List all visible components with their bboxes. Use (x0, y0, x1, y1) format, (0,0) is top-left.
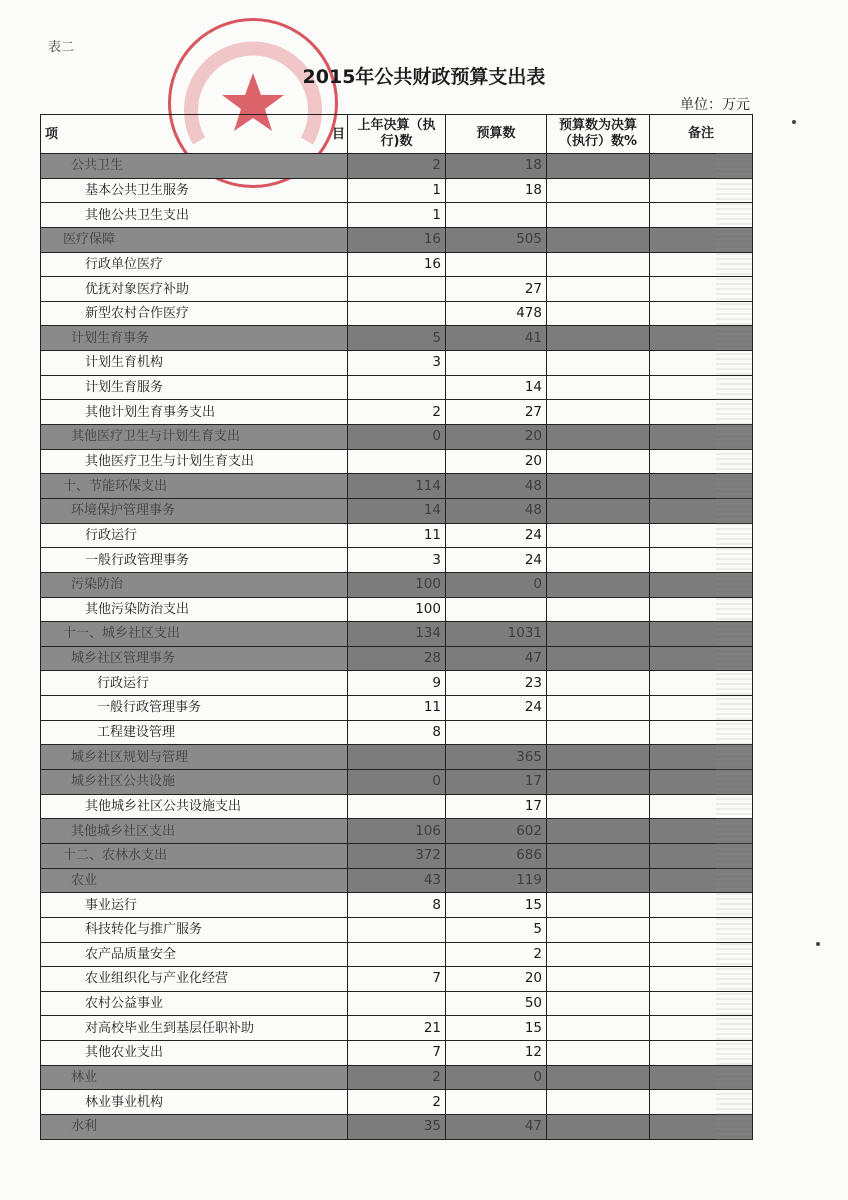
budget-cell: 15 (446, 893, 547, 918)
ratio-cell (547, 893, 650, 918)
ratio-cell (547, 720, 650, 745)
prev-year-cell: 372 (348, 843, 446, 868)
budget-cell: 0 (446, 1065, 547, 1090)
prev-year-cell (348, 917, 446, 942)
budget-cell: 15 (446, 1016, 547, 1041)
table-row (41, 572, 753, 597)
item-cell: 基本公共卫生服务 (41, 178, 348, 203)
remark-cell (650, 203, 753, 228)
table-row (41, 942, 753, 967)
prev-year-cell: 100 (348, 572, 446, 597)
budget-cell: 14 (446, 375, 547, 400)
remark-cell (650, 301, 753, 326)
table-row (41, 252, 753, 277)
table-row (41, 770, 753, 795)
prev-year-cell (348, 991, 446, 1016)
budget-cell: 0 (446, 572, 547, 597)
ratio-cell (547, 1041, 650, 1066)
ratio-cell (547, 597, 650, 622)
ratio-cell (547, 967, 650, 992)
budget-cell (446, 597, 547, 622)
table-row (41, 720, 753, 745)
budget-cell: 12 (446, 1041, 547, 1066)
item-cell: 事业运行 (41, 893, 348, 918)
remark-cell (650, 917, 753, 942)
prev-year-cell: 9 (348, 671, 446, 696)
remark-cell (650, 1090, 753, 1115)
item-cell: 科技转化与推广服务 (41, 917, 348, 942)
item-cell: 其他城乡社区支出 (41, 819, 348, 844)
budget-cell: 20 (446, 425, 547, 450)
remark-cell (650, 449, 753, 474)
budget-cell: 119 (446, 868, 547, 893)
budget-cell: 18 (446, 178, 547, 203)
ratio-cell (547, 696, 650, 721)
table-row (41, 1114, 753, 1139)
budget-cell: 17 (446, 794, 547, 819)
table-row (41, 917, 753, 942)
budget-cell: 17 (446, 770, 547, 795)
prev-year-cell (348, 301, 446, 326)
table-row (41, 843, 753, 868)
table-row (41, 474, 753, 499)
prev-year-cell: 8 (348, 720, 446, 745)
ratio-cell (547, 301, 650, 326)
item-cell: 其他农业支出 (41, 1041, 348, 1066)
remark-cell (650, 474, 753, 499)
remark-cell (650, 1065, 753, 1090)
header-prev-year-label: 上年决算（执行)数 (357, 118, 436, 149)
remark-cell (650, 425, 753, 450)
budget-cell (446, 203, 547, 228)
remark-cell (650, 1016, 753, 1041)
prev-year-cell: 1 (348, 178, 446, 203)
table-row (41, 277, 753, 302)
table-row (41, 301, 753, 326)
prev-year-cell: 8 (348, 893, 446, 918)
table-body (41, 154, 753, 1140)
remark-cell (650, 671, 753, 696)
table-row (41, 449, 753, 474)
header-ratio (547, 115, 650, 154)
prev-year-cell: 3 (348, 351, 446, 376)
table-row (41, 375, 753, 400)
item-cell: 农村公益事业 (41, 991, 348, 1016)
item-cell: 其他医疗卫生与计划生育支出 (41, 425, 348, 450)
prev-year-cell: 11 (348, 696, 446, 721)
ratio-cell (547, 1090, 650, 1115)
remark-cell (650, 498, 753, 523)
remark-cell (650, 572, 753, 597)
table-row (41, 425, 753, 450)
budget-cell: 48 (446, 474, 547, 499)
header-item-right: 目 (331, 127, 345, 142)
item-cell: 林业事业机构 (41, 1090, 348, 1115)
budget-cell (446, 252, 547, 277)
item-cell: 计划生育机构 (41, 351, 348, 376)
ratio-cell (547, 646, 650, 671)
prev-year-cell (348, 449, 446, 474)
table-row (41, 1090, 753, 1115)
table-row (41, 178, 753, 203)
ratio-cell (547, 498, 650, 523)
prev-year-cell: 7 (348, 1041, 446, 1066)
prev-year-cell: 14 (348, 498, 446, 523)
budget-cell: 48 (446, 498, 547, 523)
prev-year-cell (348, 745, 446, 770)
header-remark: 备注 (650, 115, 753, 154)
remark-cell (650, 942, 753, 967)
remark-cell (650, 326, 753, 351)
remark-cell (650, 696, 753, 721)
table-row (41, 548, 753, 573)
ratio-cell (547, 868, 650, 893)
item-cell: 医疗保障 (41, 227, 348, 252)
budget-cell: 41 (446, 326, 547, 351)
ratio-cell (547, 474, 650, 499)
budget-cell: 478 (446, 301, 547, 326)
prev-year-cell: 100 (348, 597, 446, 622)
table-header-row (41, 115, 753, 154)
ratio-cell (547, 819, 650, 844)
table-row (41, 794, 753, 819)
item-cell: 十二、农林水支出 (41, 843, 348, 868)
table-row (41, 745, 753, 770)
ratio-cell (547, 917, 650, 942)
budget-expenditure-table (40, 114, 753, 1140)
ratio-cell (547, 326, 650, 351)
budget-cell: 24 (446, 523, 547, 548)
scan-speck (816, 942, 820, 946)
ratio-cell (547, 770, 650, 795)
item-cell: 十、节能环保支出 (41, 474, 348, 499)
ratio-cell (547, 745, 650, 770)
ratio-cell (547, 1065, 650, 1090)
ratio-cell (547, 572, 650, 597)
prev-year-cell: 2 (348, 154, 446, 179)
item-cell: 行政运行 (41, 671, 348, 696)
budget-cell: 27 (446, 400, 547, 425)
ratio-cell (547, 523, 650, 548)
item-cell: 行政单位医疗 (41, 252, 348, 277)
remark-cell (650, 523, 753, 548)
remark-cell (650, 991, 753, 1016)
remark-cell (650, 375, 753, 400)
budget-cell: 505 (446, 227, 547, 252)
table-row (41, 646, 753, 671)
table-row (41, 523, 753, 548)
item-cell: 林业 (41, 1065, 348, 1090)
header-prev-year (348, 115, 446, 154)
budget-cell (446, 1090, 547, 1115)
budget-cell: 602 (446, 819, 547, 844)
ratio-cell (547, 351, 650, 376)
table-row (41, 967, 753, 992)
prev-year-cell: 5 (348, 326, 446, 351)
item-cell: 工程建设管理 (41, 720, 348, 745)
header-item (41, 115, 348, 154)
item-cell: 行政运行 (41, 523, 348, 548)
prev-year-cell: 0 (348, 770, 446, 795)
remark-cell (650, 794, 753, 819)
remark-cell (650, 622, 753, 647)
budget-cell: 5 (446, 917, 547, 942)
budget-cell: 47 (446, 646, 547, 671)
remark-cell (650, 227, 753, 252)
remark-cell (650, 745, 753, 770)
item-cell: 对高校毕业生到基层任职补助 (41, 1016, 348, 1041)
table-row (41, 351, 753, 376)
remark-cell (650, 646, 753, 671)
budget-cell (446, 351, 547, 376)
budget-cell: 50 (446, 991, 547, 1016)
prev-year-cell (348, 794, 446, 819)
ratio-cell (547, 942, 650, 967)
ratio-cell (547, 548, 650, 573)
prev-year-cell: 16 (348, 227, 446, 252)
prev-year-cell: 114 (348, 474, 446, 499)
prev-year-cell: 28 (348, 646, 446, 671)
item-cell: 城乡社区公共设施 (41, 770, 348, 795)
budget-cell (446, 720, 547, 745)
prev-year-cell: 16 (348, 252, 446, 277)
item-cell: 一般行政管理事务 (41, 696, 348, 721)
header-budget: 预算数 (446, 115, 547, 154)
budget-cell: 686 (446, 843, 547, 868)
header-item-left: 项 (45, 127, 59, 142)
ratio-cell (547, 154, 650, 179)
budget-cell: 24 (446, 696, 547, 721)
remark-cell (650, 400, 753, 425)
remark-cell (650, 548, 753, 573)
prev-year-cell: 3 (348, 548, 446, 573)
item-cell: 计划生育事务 (41, 326, 348, 351)
item-cell: 新型农村合作医疗 (41, 301, 348, 326)
ratio-cell (547, 400, 650, 425)
budget-cell: 23 (446, 671, 547, 696)
prev-year-cell: 2 (348, 1090, 446, 1115)
ratio-cell (547, 1016, 650, 1041)
ratio-cell (547, 671, 650, 696)
prev-year-cell: 2 (348, 400, 446, 425)
table-row (41, 819, 753, 844)
ratio-cell (547, 622, 650, 647)
item-cell: 城乡社区管理事务 (41, 646, 348, 671)
budget-cell: 20 (446, 967, 547, 992)
prev-year-cell: 7 (348, 967, 446, 992)
item-cell: 农业 (41, 868, 348, 893)
remark-cell (650, 893, 753, 918)
table-row (41, 498, 753, 523)
item-cell: 一般行政管理事务 (41, 548, 348, 573)
item-cell: 其他污染防治支出 (41, 597, 348, 622)
remark-cell (650, 1041, 753, 1066)
ratio-cell (547, 794, 650, 819)
item-cell: 污染防治 (41, 572, 348, 597)
ratio-cell (547, 1114, 650, 1139)
prev-year-cell (348, 375, 446, 400)
table-row (41, 326, 753, 351)
budget-cell: 27 (446, 277, 547, 302)
table-row (41, 868, 753, 893)
prev-year-cell: 21 (348, 1016, 446, 1041)
item-cell: 其他医疗卫生与计划生育支出 (41, 449, 348, 474)
remark-cell (650, 351, 753, 376)
ratio-cell (547, 227, 650, 252)
ratio-cell (547, 178, 650, 203)
budget-cell: 18 (446, 154, 547, 179)
table-row (41, 154, 753, 179)
header-ratio-label: 预算数为决算（执行）数% (558, 118, 638, 149)
ratio-cell (547, 425, 650, 450)
prev-year-cell (348, 942, 446, 967)
table-row (41, 227, 753, 252)
budget-cell: 24 (446, 548, 547, 573)
item-cell: 农产品质量安全 (41, 942, 348, 967)
budget-cell: 365 (446, 745, 547, 770)
ratio-cell (547, 843, 650, 868)
item-cell: 环境保护管理事务 (41, 498, 348, 523)
prev-year-cell: 1 (348, 203, 446, 228)
scan-speck (792, 120, 796, 124)
remark-cell (650, 252, 753, 277)
table-row (41, 597, 753, 622)
ratio-cell (547, 449, 650, 474)
remark-cell (650, 277, 753, 302)
item-cell: 计划生育服务 (41, 375, 348, 400)
table-row (41, 671, 753, 696)
item-cell: 其他计划生育事务支出 (41, 400, 348, 425)
page-title: 2015年公共财政预算支出表 (302, 66, 546, 88)
unit-label: 单位：万元 (680, 97, 750, 113)
budget-cell: 20 (446, 449, 547, 474)
prev-year-cell: 0 (348, 425, 446, 450)
ratio-cell (547, 991, 650, 1016)
table-row (41, 400, 753, 425)
table-row (41, 991, 753, 1016)
item-cell: 优抚对象医疗补助 (41, 277, 348, 302)
item-cell: 水利 (41, 1114, 348, 1139)
remark-cell (650, 720, 753, 745)
prev-year-cell (348, 277, 446, 302)
ratio-cell (547, 277, 650, 302)
prev-year-cell: 2 (348, 1065, 446, 1090)
item-cell: 其他公共卫生支出 (41, 203, 348, 228)
table-row (41, 1041, 753, 1066)
prev-year-cell: 11 (348, 523, 446, 548)
ratio-cell (547, 203, 650, 228)
table-row (41, 1016, 753, 1041)
remark-cell (650, 1114, 753, 1139)
prev-year-cell: 134 (348, 622, 446, 647)
budget-cell: 2 (446, 942, 547, 967)
item-cell: 城乡社区规划与管理 (41, 745, 348, 770)
prev-year-cell: 43 (348, 868, 446, 893)
table-row (41, 696, 753, 721)
item-cell: 农业组织化与产业化经营 (41, 967, 348, 992)
item-cell: 公共卫生 (41, 154, 348, 179)
prev-year-cell: 35 (348, 1114, 446, 1139)
table-row (41, 893, 753, 918)
remark-cell (650, 868, 753, 893)
corner-mark: 表二 (48, 40, 75, 55)
remark-cell (650, 843, 753, 868)
ratio-cell (547, 252, 650, 277)
item-cell: 其他城乡社区公共设施支出 (41, 794, 348, 819)
remark-cell (650, 178, 753, 203)
remark-cell (650, 819, 753, 844)
remark-cell (650, 967, 753, 992)
table-row (41, 203, 753, 228)
budget-cell: 47 (446, 1114, 547, 1139)
budget-cell: 1031 (446, 622, 547, 647)
prev-year-cell: 106 (348, 819, 446, 844)
remark-cell (650, 154, 753, 179)
item-cell: 十一、城乡社区支出 (41, 622, 348, 647)
remark-cell (650, 597, 753, 622)
table-row (41, 622, 753, 647)
remark-cell (650, 770, 753, 795)
ratio-cell (547, 375, 650, 400)
table-row (41, 1065, 753, 1090)
